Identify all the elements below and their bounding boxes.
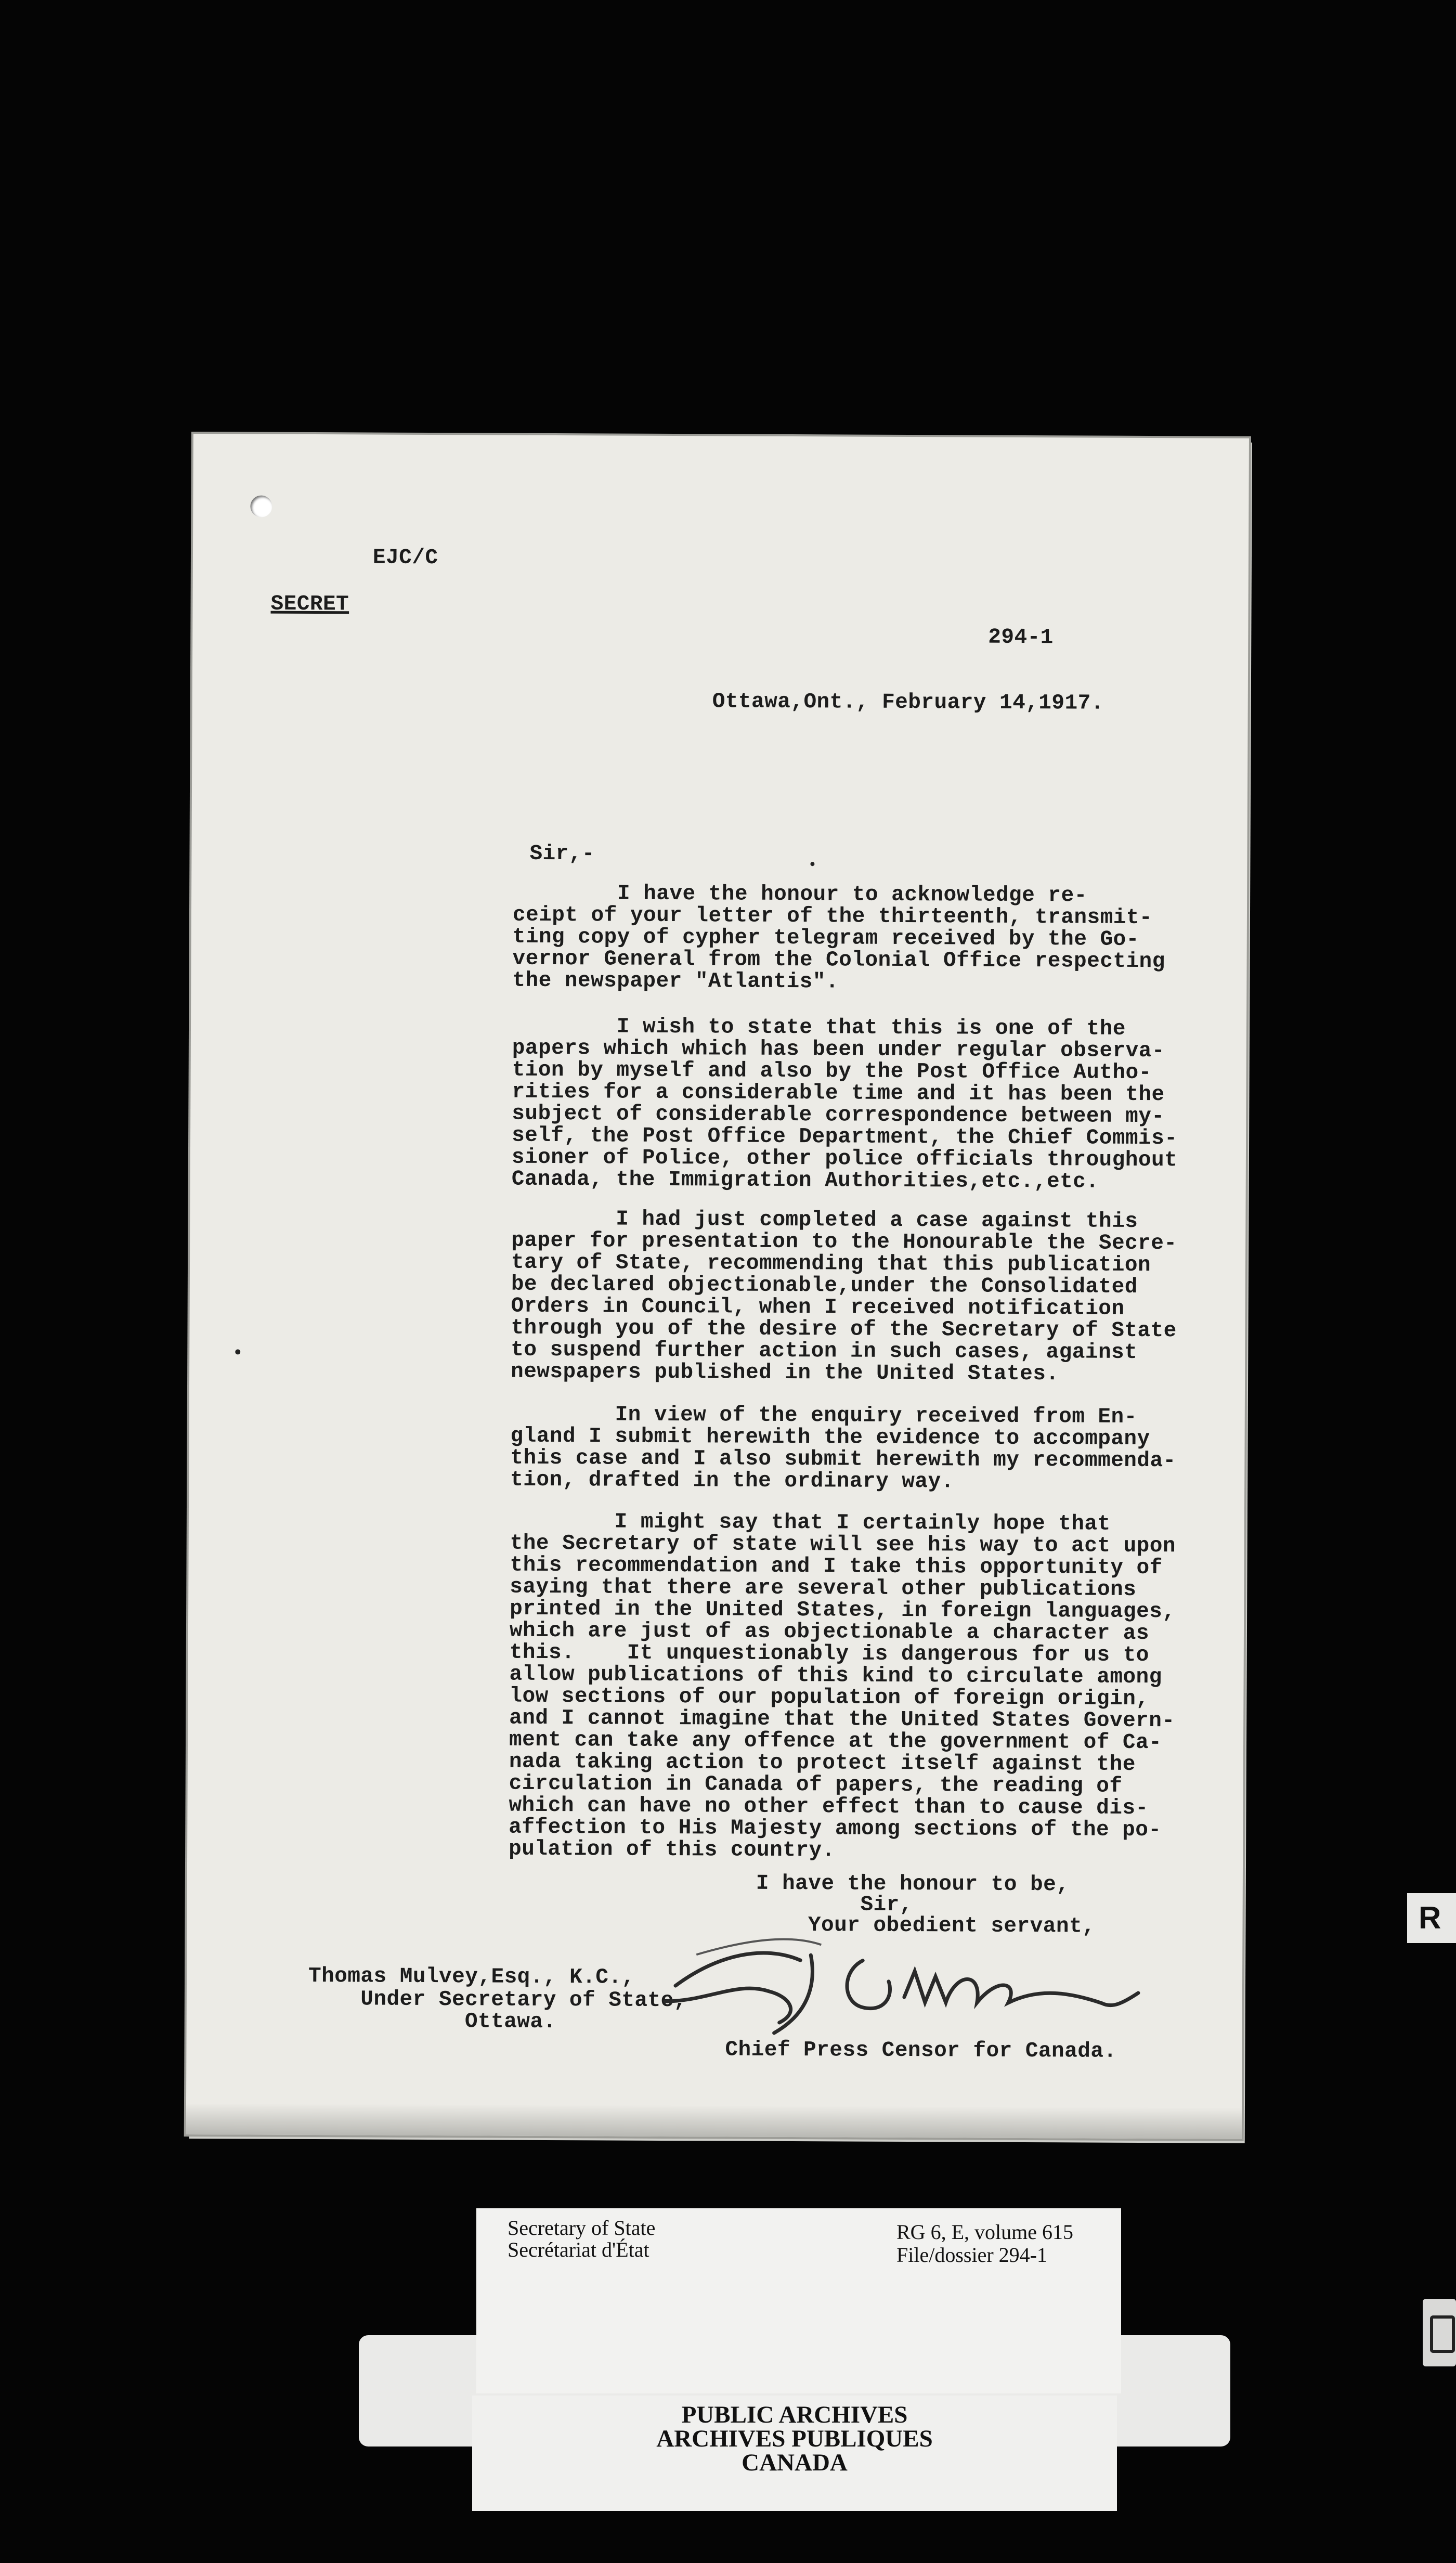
archives-stamp-text <box>472 2403 1117 2475</box>
paragraph-line: ting copy of cypher telegram received by the Go- <box>512 925 1139 952</box>
paragraph-line: ceipt of your letter of the thirteenth, transmit- <box>512 903 1153 930</box>
paper-speck <box>810 862 814 866</box>
paragraph-line: allow publications of this kind to circulate among <box>509 1662 1162 1690</box>
paragraph-line: be declared objectionable,under the Consolidated <box>511 1272 1138 1299</box>
paragraph-line: I have the honour to acknowledge re- <box>513 881 1087 908</box>
paragraph-line: I wish to state that this is one of the <box>512 1014 1126 1041</box>
stamp-line: CANADA <box>742 2449 848 2476</box>
paragraph-line: which can have no other effect than to cause dis- <box>509 1793 1149 1821</box>
reference-initials: EJC/C <box>372 546 438 571</box>
paragraph-1 <box>512 883 1189 995</box>
closing-line: Your obedient servant, <box>756 1913 1096 1939</box>
paragraph-line: tion, drafted in the ordinary way. <box>510 1468 954 1494</box>
film-edge-marker <box>1423 2299 1456 2366</box>
paragraph-line: circulation in Canada of papers, the reading of <box>509 1771 1123 1798</box>
paragraph-line: vernor General from the Colonial Office respecting <box>512 947 1165 974</box>
paragraph-line: this. It unquestionably is dangerous for us to <box>509 1640 1149 1668</box>
paragraph-line: I might say that I certainly hope that <box>510 1509 1111 1536</box>
paragraph-line: tary of State, recommending that this publication <box>511 1250 1151 1278</box>
paragraph-line: In view of the enquiry received from En- <box>510 1402 1137 1429</box>
paragraph-line: which are just of as objectionable a character as <box>509 1619 1150 1646</box>
paragraph-3 <box>511 1208 1187 1386</box>
letter-page <box>186 434 1249 2139</box>
paragraph-line: pulation of this country. <box>509 1837 835 1863</box>
slip-department-en: Secretary of State <box>508 2216 656 2240</box>
paragraph-line: Orders in Council, when I received notification <box>511 1294 1125 1321</box>
paper-speck <box>235 1349 240 1354</box>
addressee-line: Thomas Mulvey,Esq., K.C., <box>308 1964 635 1990</box>
paragraph-line: subject of considerable correspondence between my- <box>512 1102 1165 1129</box>
paragraph-line: the newspaper "Atlantis". <box>512 968 839 994</box>
signatory-title: Chief Press Censor for Canada. <box>725 2038 1117 2064</box>
paragraph-line: the Secretary of state will see his way to act upon <box>510 1531 1176 1559</box>
paragraph-line: this case and I also submit herewith my recommenda- <box>510 1446 1176 1473</box>
paragraph-line: I had just completed a case against this <box>511 1207 1138 1234</box>
paper-edge-shadow <box>186 2103 1242 2139</box>
paragraph-5 <box>509 1511 1186 1863</box>
slip-file-number: File/dossier 294-1 <box>896 2243 1047 2267</box>
paragraph-line: saying that there are several other publications <box>510 1575 1137 1602</box>
stamp-line: PUBLIC ARCHIVES <box>681 2401 908 2428</box>
catalogue-slip <box>476 2208 1121 2393</box>
paragraph-line: printed in the United States, in foreign languages, <box>510 1597 1176 1624</box>
paragraph-line: this recommendation and I take this opportunity of <box>510 1553 1163 1581</box>
paragraph-line: through you of the desire of the Secretary of State <box>511 1316 1177 1343</box>
paragraph-line: low sections of our population of foreign origin, <box>509 1684 1149 1712</box>
paragraph-line: gland I submit herewith the evidence to accompany <box>510 1424 1150 1452</box>
paragraph-line: tion by myself and also by the Post Office Autho- <box>512 1058 1152 1085</box>
paragraph-line: newspapers published in the United States. <box>511 1360 1059 1387</box>
paragraph-line: rities for a considerable time and it has been the <box>512 1080 1165 1107</box>
paragraph-line: and I cannot imagine that the United States Govern- <box>509 1706 1175 1733</box>
closing-line: I have the honour to be, <box>756 1871 1070 1897</box>
paragraph-line: paper for presentation to the Honourable the Secre- <box>511 1228 1177 1256</box>
paragraph-line: affection to His Majesty among sections of the po- <box>509 1815 1162 1843</box>
stamp-line: ARCHIVES PUBLIQUES <box>656 2425 933 2452</box>
addressee-line: Under Secretary of State, <box>308 1987 687 2013</box>
paragraph-line: nada taking action to protect itself against the <box>509 1750 1136 1777</box>
signature <box>644 1923 1154 2050</box>
paragraph-line: self, the Post Office Department, the Chief Commis- <box>512 1123 1178 1151</box>
slip-record-group: RG 6, E, volume 615 <box>896 2220 1073 2244</box>
side-tab-label: R <box>1407 1893 1456 1943</box>
salutation: Sir,- <box>529 842 595 866</box>
classification-label: SECRET <box>270 592 349 617</box>
slip-department-fr: Secrétariat d'État <box>508 2238 649 2261</box>
dateline: Ottawa,Ont., February 14,1917. <box>712 690 1104 716</box>
paragraph-line: ment can take any offence at the government of Ca- <box>509 1728 1162 1755</box>
paragraph-line: papers which which has been under regular observa- <box>512 1036 1165 1064</box>
paragraph-line: Canada, the Immigration Authorities,etc.,etc. <box>511 1167 1099 1194</box>
paragraph-line: to suspend further action in such cases, against <box>511 1338 1138 1365</box>
closing-line: Sir, <box>756 1892 913 1918</box>
addressee-line: Ottawa. <box>308 2009 556 2035</box>
punch-hole <box>250 495 272 517</box>
file-number: 294-1 <box>988 625 1054 650</box>
paragraph-4 <box>510 1404 1187 1494</box>
paragraph-2 <box>512 1016 1188 1194</box>
paragraph-line: sioner of Police, other police officials throughout <box>511 1145 1178 1173</box>
